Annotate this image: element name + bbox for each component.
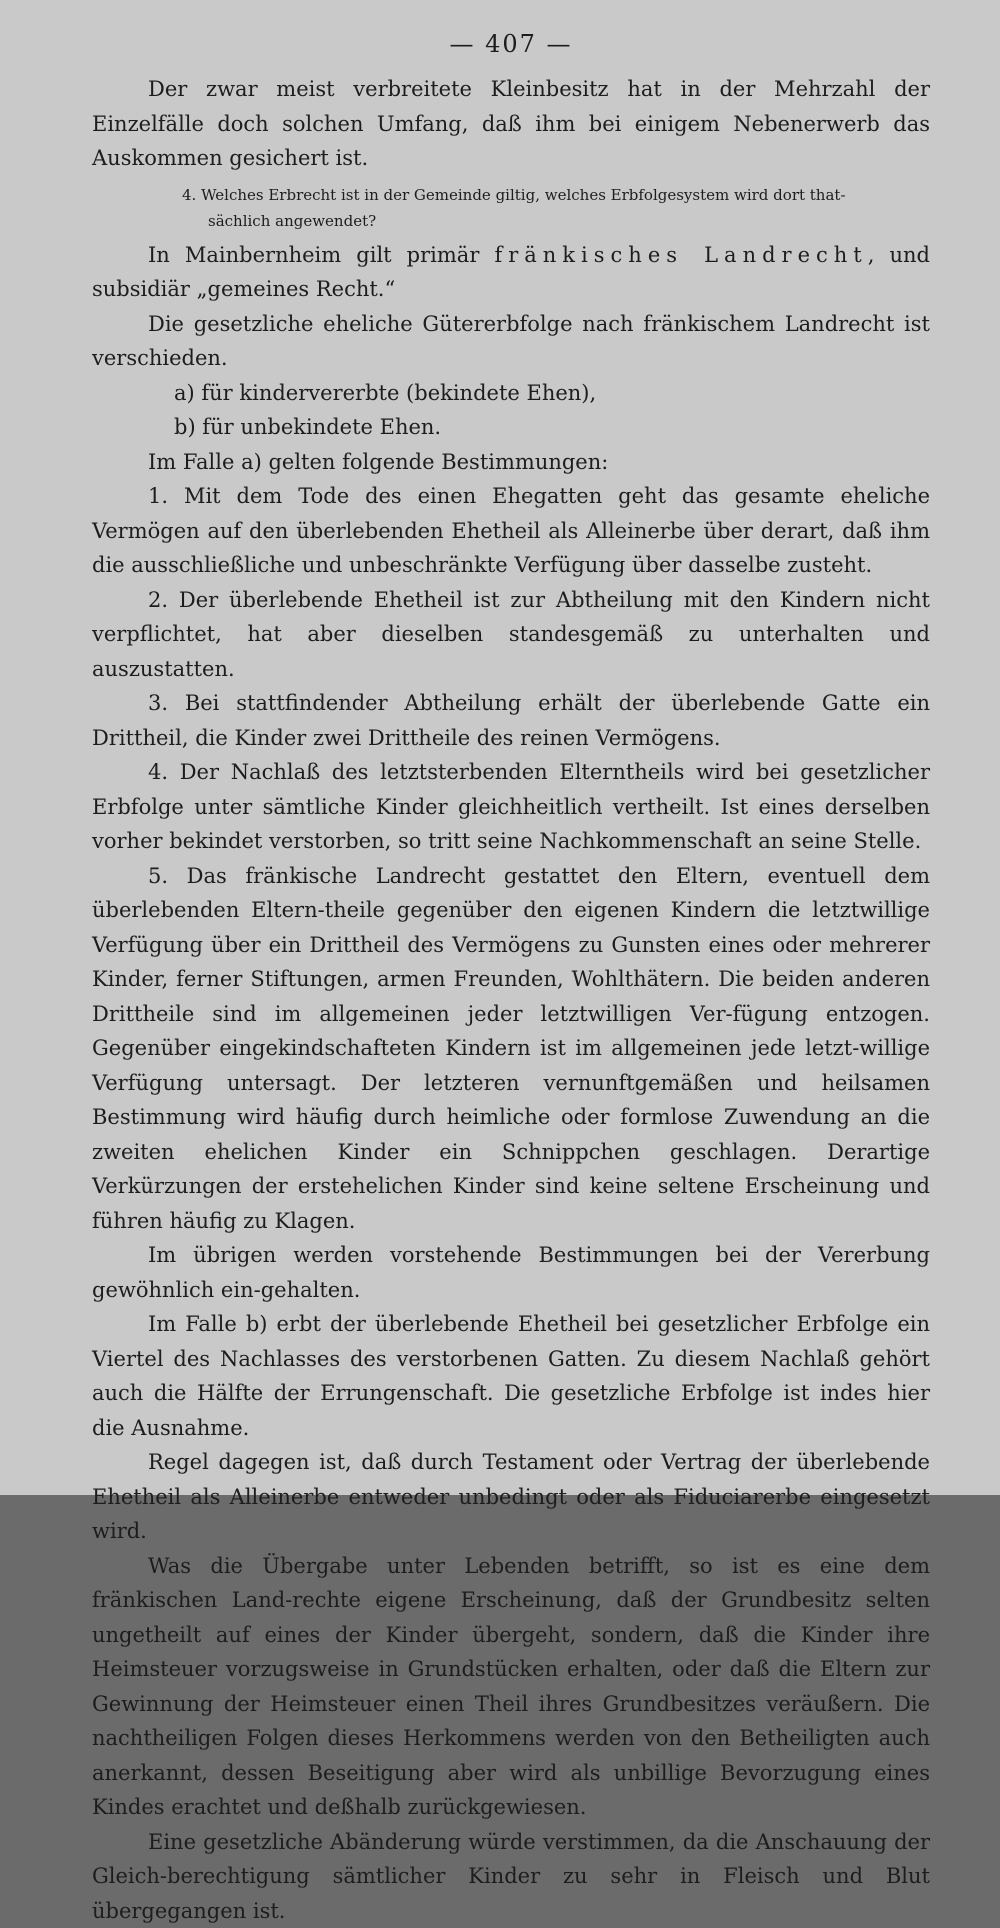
paragraph-uebergabe: Was die Übergabe unter Lebenden betrifft, so ist es eine dem fränkischen Land-rechte eigene Erscheinung, daß der Grundbesitz selten ungetheilt auf eines der Kinder übergeht, sondern, daß die Kinder ihre Heimsteuer vorzugsweise in Grundstücken erhalten, oder daß die Eltern zur Gewinnung der Heimsteuer einen Theil ihres Grundbesitzes veräußern. Die nachtheiligen Folgen dieses Herkommens werden von den Betheiligten auch anerkannt, dessen Beseitigung aber wird als unbillige Bevorzugung eines Kindes erachtet und deßhalb zurückgewiesen.: [92, 1549, 930, 1825]
rule-4: 4. Der Nachlaß des letztsterbenden Elterntheils wird bei gesetzlicher Erbfolge unter sämtliche Kinder gleichheitlich vertheilt. Ist eines derselben vorher bekindet verstorben, so tritt seine Nachkommenschaft an seine Stelle.: [92, 755, 930, 859]
landrecht-emphasis: fränkisches Landrecht: [494, 243, 867, 267]
page-number: — 407 —: [92, 30, 930, 58]
paragraph-guetererbfolge: Die gesetzliche eheliche Gütererbfolge nach fränkischem Landrecht ist verschieden.: [92, 307, 930, 376]
landrecht-outro: , und subsidiär „gemeines Recht.“: [92, 243, 930, 302]
rule-3: 3. Bei stattfindender Abtheilung erhält der überlebende Gatte ein Drittheil, die Kinder zwei Drittheile des reinen Vermögens.: [92, 686, 930, 755]
paragraph-falle-b: Im Falle b) erbt der überlebende Ehetheil bei gesetzlicher Erbfolge ein Viertel des Nachlasses des verstorbenen Gatten. Zu diesem Nachlaß gehört auch die Hälfte der Errungenschaft. Die gesetzliche Erbfolge ist indes hier die Ausnahme.: [92, 1307, 930, 1445]
item-a: a) für kindervererbte (bekindete Ehen),: [92, 376, 930, 411]
question-4-line-1: 4. Welches Erbrecht ist in der Gemeinde giltig, welches Erbfolgesystem wird dort that-: [182, 186, 846, 204]
paragraph-falle-a: Im Falle a) gelten folgende Bestimmungen:: [92, 445, 930, 480]
rule-1: 1. Mit dem Tode des einen Ehegatten geht das gesamte eheliche Vermögen auf den überlebenden Ehetheil als Alleinerbe über derart, daß ihm die ausschließliche und unbeschränkte Verfügung über dasselbe zusteht.: [92, 479, 930, 583]
rule-5: 5. Das fränkische Landrecht gestattet den Eltern, eventuell dem überlebenden Eltern-theile gegenüber den eigenen Kindern die letztwillige Verfügung über ein Drittheil des Vermögens zu Gunsten eines oder mehrerer Kinder, ferner Stiftungen, armen Freunden, Wohlthätern. Die beiden anderen Drittheile sind im allgemeinen jeder letztwilligen Ver-fügung entzogen. Gegenüber eingekindschafteten Kindern ist im allgemeinen jede letzt-willige Verfügung untersagt. Der letzteren vernunftgemäßen und heilsamen Bestimmung wird häufig durch heimliche oder formlose Zuwendung an die zweiten ehelichen Kinder ein Schnippchen geschlagen. Derartige Verkürzungen der erstehelichen Kinder sind keine seltene Erscheinung und führen häufig zu Klagen.: [92, 859, 930, 1239]
paragraph-abaenderung: Eine gesetzliche Abänderung würde verstimmen, da die Anschauung der Gleich-berechtigung sämtlicher Kinder zu sehr in Fleisch und Blut übergegangen ist.: [92, 1825, 930, 1928]
paragraph-landrecht: [92, 238, 930, 307]
landrecht-intro: In Mainbernheim gilt primär: [148, 243, 494, 267]
paragraph-kleinbesitz: Der zwar meist verbreitete Kleinbesitz hat in der Mehrzahl der Einzelfälle doch solchen Umfang, daß ihm bei einigem Nebenerwerb das Auskommen gesichert ist.: [92, 72, 930, 176]
rule-2: 2. Der überlebende Ehetheil ist zur Abtheilung mit den Kindern nicht verpflichtet, hat aber dieselben standesgemäß zu unterhalten und auszustatten.: [92, 583, 930, 687]
paragraph-regel: Regel dagegen ist, daß durch Testament oder Vertrag der überlebende Ehetheil als Alleinerbe entweder unbedingt oder als Fiduciarerbe eingesetzt wird.: [92, 1445, 930, 1549]
paragraph-uebrigen: Im übrigen werden vorstehende Bestimmungen bei der Vererbung gewöhnlich ein-gehalten.: [92, 1238, 930, 1307]
item-b: b) für unbekindete Ehen.: [92, 410, 930, 445]
question-4: [92, 182, 930, 234]
question-4-line-2: sächlich angewendet?: [182, 208, 930, 234]
